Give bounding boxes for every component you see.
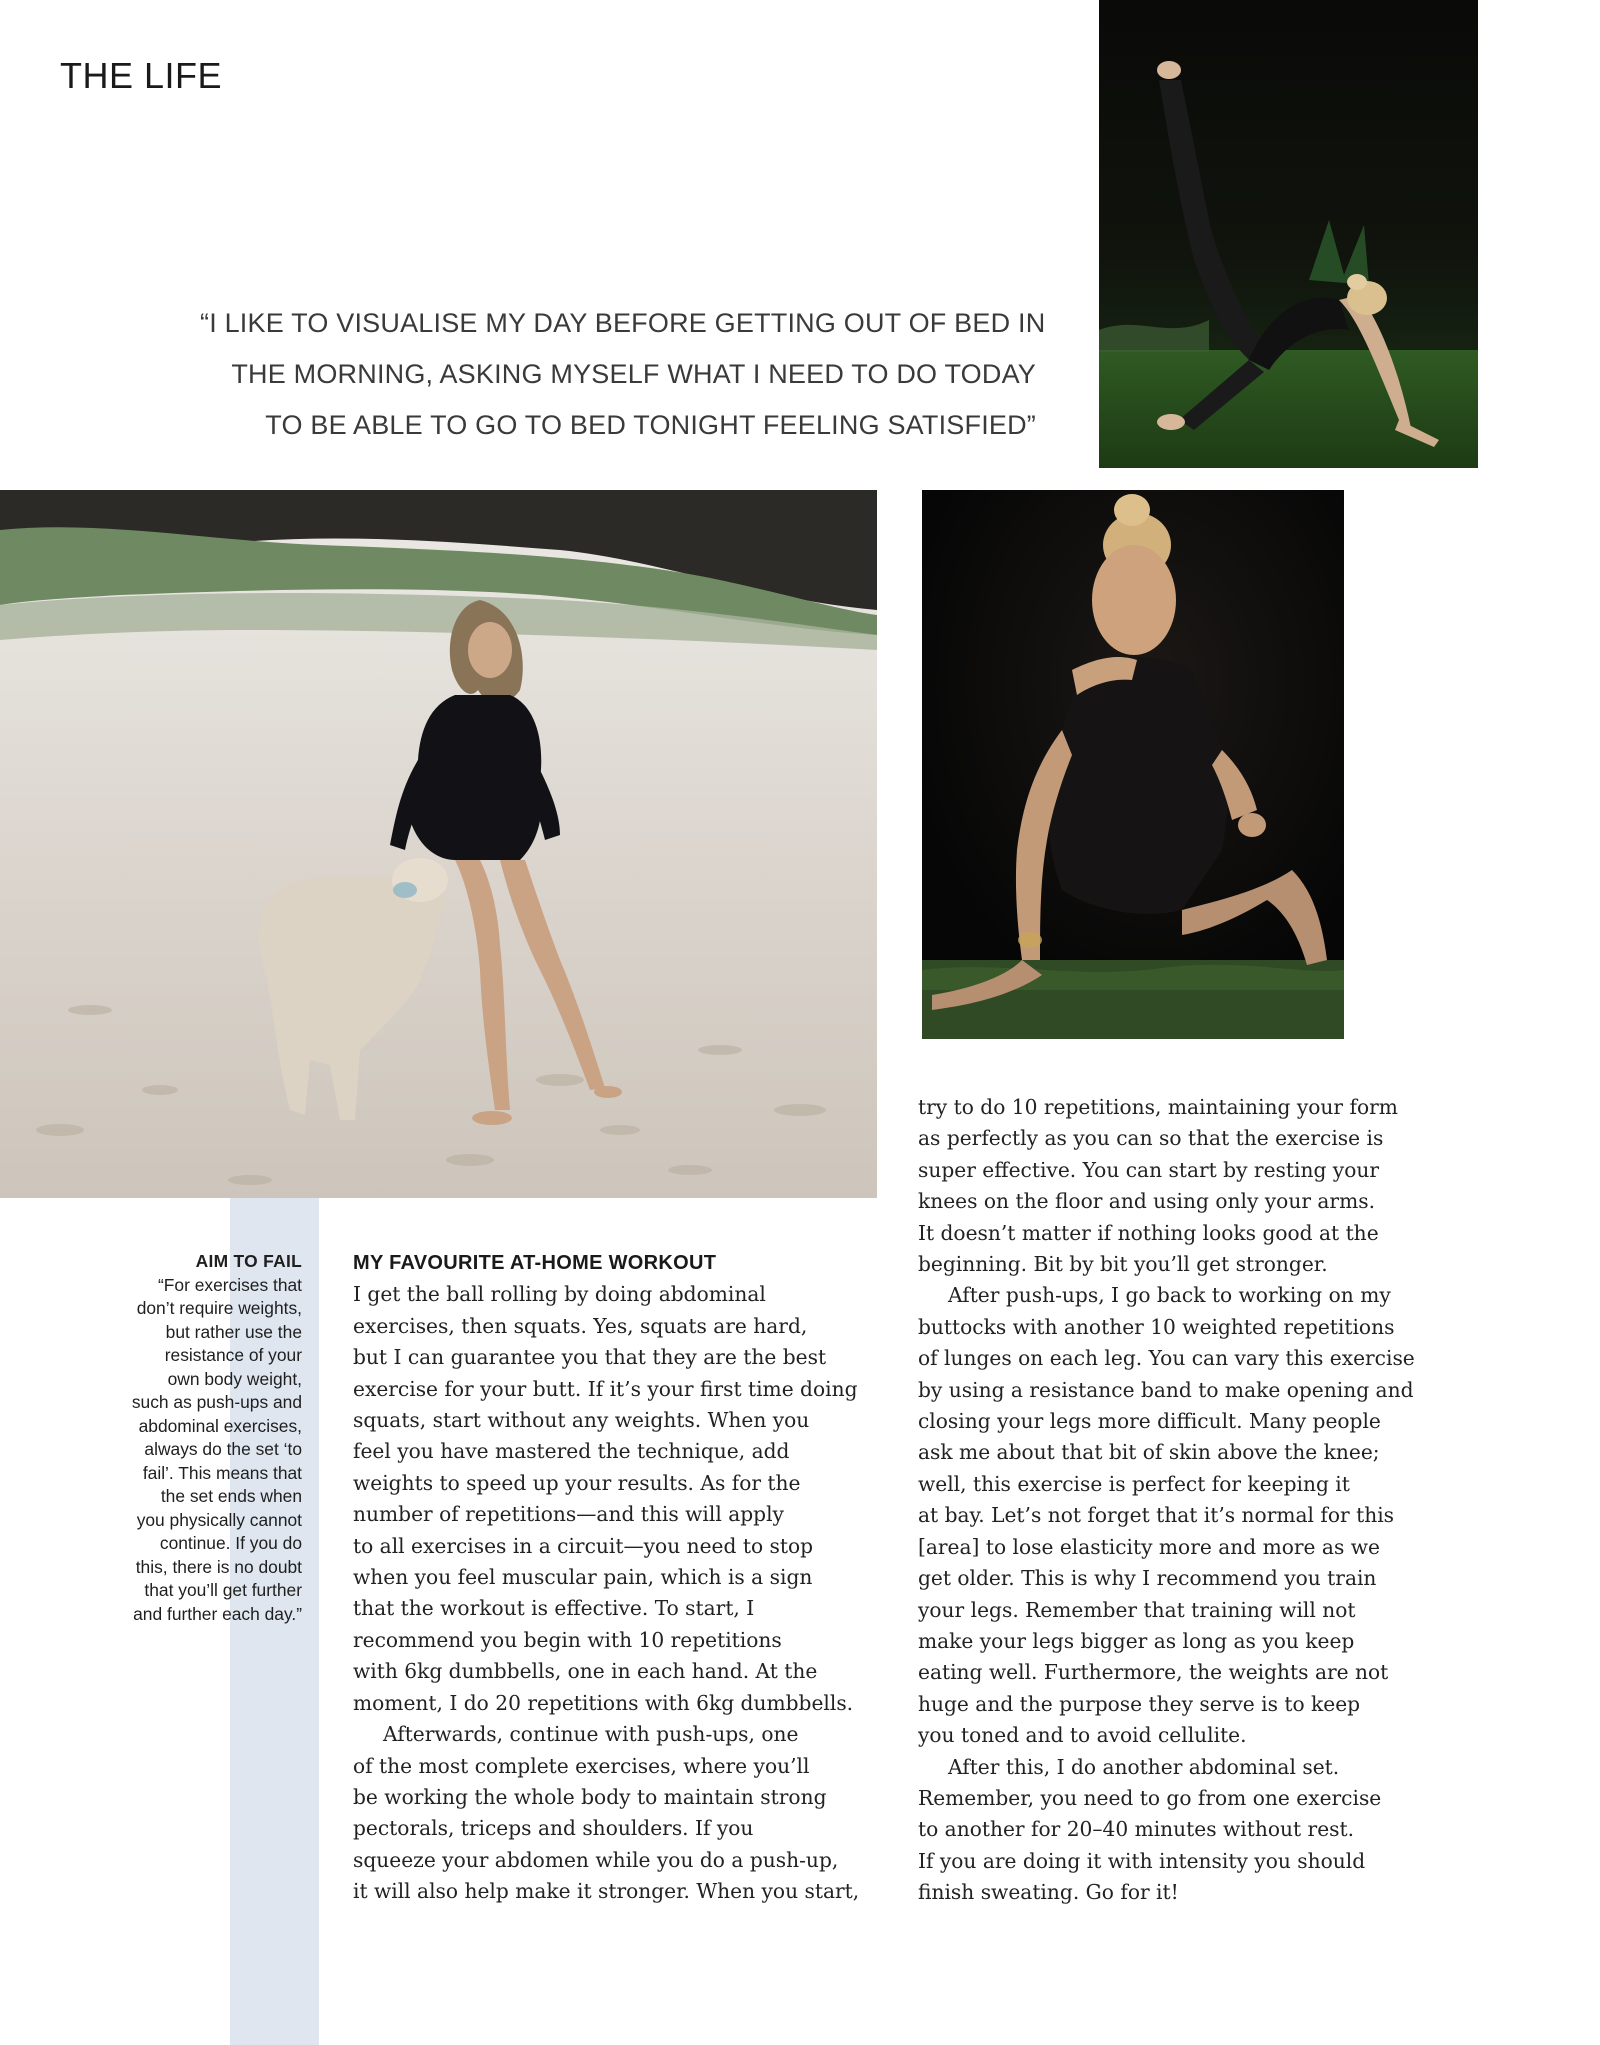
beach-dog-photo — [0, 490, 877, 1198]
article-line: with 6kg dumbbells, one in each hand. At the — [353, 1659, 818, 1684]
article-line: your legs. Remember that training will not — [918, 1597, 1356, 1622]
sidebar-line: own body weight, — [167, 1368, 302, 1389]
sidebar-line: you physically cannot — [136, 1509, 302, 1530]
article-line: huge and the purpose they serve is to keep — [918, 1691, 1361, 1716]
pull-quote-line: THE MORNING, ASKING MYSELF WHAT I NEED TO DO TODAY — [231, 359, 1036, 389]
article-line: eating well. Furthermore, the weights are not — [918, 1660, 1389, 1685]
article-line: [area] to lose elasticity more and more as we — [918, 1534, 1380, 1559]
article-line: exercises, then squats. Yes, squats are hard, — [353, 1313, 808, 1338]
article-line: Remember, you need to go from one exercise — [918, 1785, 1382, 1810]
article-line: weights to speed up your results. As for the — [353, 1470, 801, 1495]
article-line: super effective. You can start by resting your — [918, 1157, 1380, 1182]
yoga-pose-photo — [1099, 0, 1478, 468]
sidebar-line: “For exercises that — [158, 1274, 302, 1295]
sidebar-line: such as push-ups and — [131, 1392, 302, 1412]
article-line: at bay. Let’s not forget that it’s normal for this — [918, 1503, 1395, 1528]
article-line: but I can guarantee you that they are the best — [353, 1345, 827, 1370]
article-line: to all exercises in a circuit—you need to stop — [353, 1533, 814, 1558]
article-line: pectorals, triceps and shoulders. If you — [353, 1816, 754, 1841]
pull-quote-line: “I LIKE TO VISUALISE MY DAY BEFORE GETTING OUT OF BED IN — [200, 308, 1046, 338]
article-line: I get the ball rolling by doing abdominal — [353, 1282, 766, 1307]
sidebar-title: AIM TO FAIL — [195, 1251, 302, 1271]
article-line: recommend you begin with 10 repetitions — [353, 1627, 782, 1652]
article-column-left — [353, 1248, 873, 1908]
section-label: THE LIFE — [60, 55, 223, 96]
article-line: of lunges on each leg. You can vary this exercise — [918, 1346, 1415, 1371]
sidebar-line: but rather use the — [165, 1321, 302, 1342]
article-line: After push-ups, I go back to working on my — [948, 1283, 1391, 1308]
article-heading: MY FAVOURITE AT-HOME WORKOUT — [353, 1252, 717, 1274]
article-line: finish sweating. Go for it! — [918, 1880, 1179, 1905]
article-line: squats, start without any weights. When you — [353, 1408, 810, 1433]
article-line: well, this exercise is perfect for keeping it — [918, 1471, 1350, 1496]
sidebar-line: abdominal exercises, — [138, 1415, 302, 1436]
article-line: exercise for your butt. If it’s your first time doing — [353, 1376, 858, 1401]
sidebar-line: always do the set ‘to — [144, 1439, 302, 1459]
sidebar-line: this, there is no doubt — [135, 1556, 302, 1577]
article-line: it will also help make it stronger. When you start, — [353, 1879, 860, 1904]
sidebar-line: continue. If you do — [159, 1533, 302, 1553]
article-line: feel you have mastered the technique, add — [353, 1439, 790, 1464]
article-line: moment, I do 20 repetitions with 6kg dumbbells. — [353, 1690, 854, 1715]
article-line: After this, I do another abdominal set. — [948, 1754, 1340, 1779]
article-line: ask me about that bit of skin above the knee; — [918, 1440, 1380, 1465]
article-line: by using a resistance band to make opening and — [918, 1377, 1414, 1402]
sidebar-line: resistance of your — [164, 1345, 302, 1365]
article-line: get older. This is why I recommend you train — [918, 1566, 1377, 1591]
article-line: be working the whole body to maintain strong — [353, 1784, 827, 1809]
article-line: closing your legs more difficult. Many people — [918, 1409, 1381, 1434]
article-line: knees on the floor and using only your arms. — [918, 1189, 1375, 1214]
article-line: If you are doing it with intensity you should — [918, 1848, 1366, 1873]
article-line: number of repetitions—and this will apply — [353, 1502, 784, 1527]
article-line: It doesn’t matter if nothing looks good at the — [918, 1220, 1379, 1245]
article-line: when you feel muscular pain, which is a sign — [353, 1565, 813, 1590]
sidebar-line: don’t require weights, — [136, 1298, 302, 1318]
article-line: try to do 10 repetitions, maintaining your form — [918, 1095, 1398, 1119]
lunge-pose-photo — [922, 490, 1344, 1039]
sidebar-line: the set ends when — [160, 1486, 302, 1506]
article-column-right — [918, 1092, 1418, 1909]
article-line: as perfectly as you can so that the exercise is — [918, 1126, 1384, 1151]
sidebar-line: and further each day.” — [133, 1603, 302, 1624]
article-line: you toned and to avoid cellulite. — [918, 1723, 1247, 1748]
article-line: Afterwards, continue with push-ups, one — [383, 1722, 799, 1747]
pull-quote — [200, 298, 1046, 451]
sidebar-line: fail’. This means that — [142, 1462, 302, 1483]
article-line: beginning. Bit by bit you’ll get stronger. — [918, 1252, 1328, 1277]
article-line: make your legs bigger as long as you keep — [918, 1628, 1355, 1653]
article-line: to another for 20–40 minutes without rest. — [918, 1817, 1355, 1842]
article-line: of the most complete exercises, where you’ll — [353, 1753, 810, 1778]
article-line: buttocks with another 10 weighted repetitions — [918, 1314, 1395, 1339]
article-line: squeeze your abdomen while you do a push-up, — [353, 1847, 839, 1872]
sidebar-line: that you’ll get further — [144, 1580, 302, 1600]
aim-to-fail-sidebar — [106, 1250, 302, 1626]
pull-quote-line: TO BE ABLE TO GO TO BED TONIGHT FEELING SATISFIED” — [265, 410, 1036, 440]
article-line: that the workout is effective. To start, I — [353, 1596, 755, 1621]
